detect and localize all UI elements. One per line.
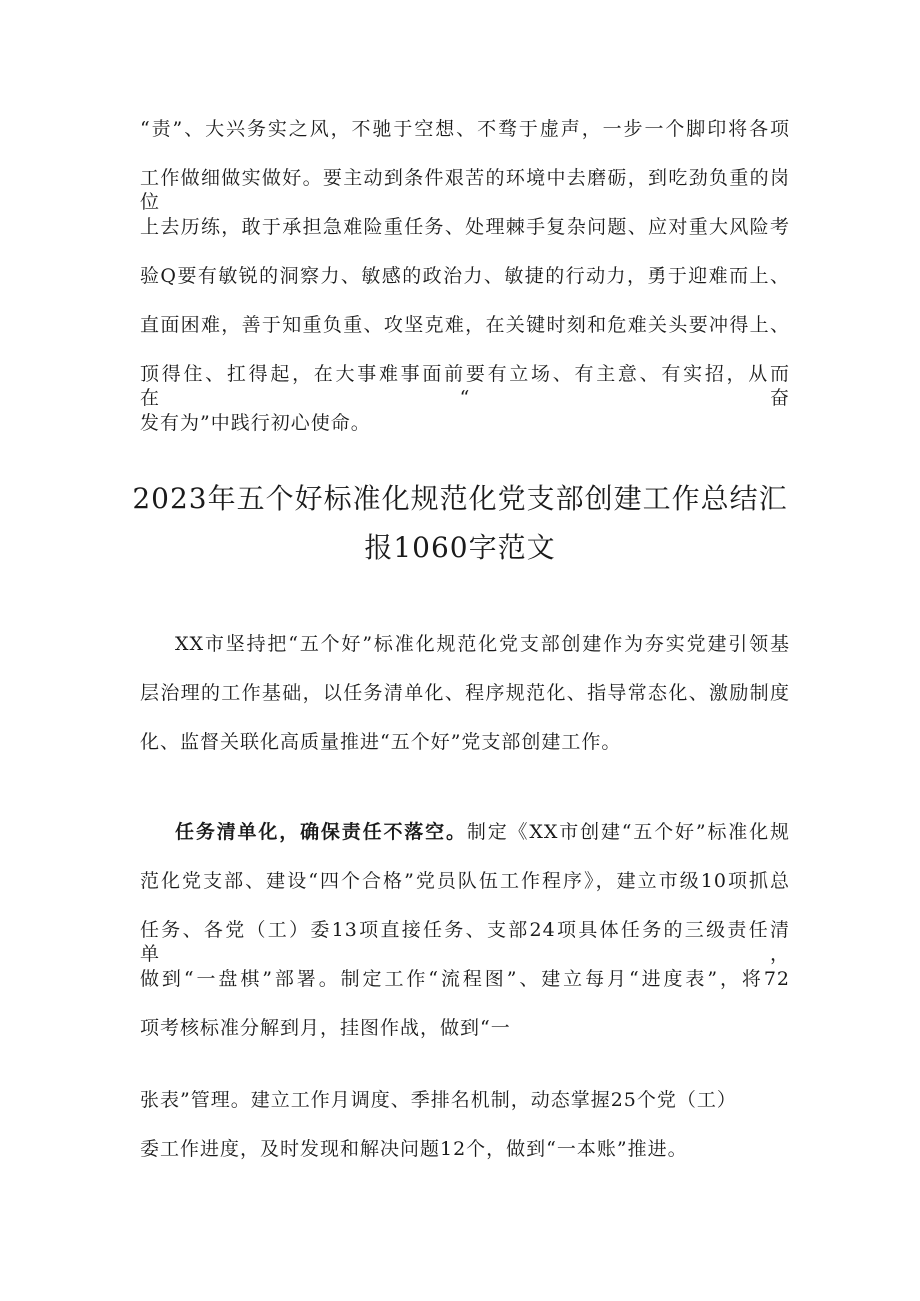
document-title-line-1: 2023年五个好标准化规范化党支部创建工作总结汇 — [132, 482, 788, 515]
para2-line-2: 范化党支部、建设“四个合格”党员队伍工作程序》，建立市级10项抓总 — [140, 870, 790, 892]
intro-line-5: 直面困难，善于知重负重、攻坚克难，在关键时刻和危难关头要冲得上、 — [140, 314, 790, 336]
para1-line-1: XX市坚持把“五个好”标准化规范化党支部创建作为夯实党建引领基 — [175, 633, 790, 655]
para2-line-4: 做到“一盘棋”部署。制定工作“流程图”、建立每月“进度表”，将72 — [140, 968, 790, 990]
para2-line-5: 项考核标准分解到月，挂图作战，做到“一 — [140, 1017, 511, 1039]
document-title-line-2: 报1060字范文 — [364, 531, 556, 564]
intro-line-6: 顶得住、扛得起，在大事难事面前要有立场、有主意、有实招，从而在“奋 — [140, 363, 790, 409]
para2-line-3: 任务、各党（工）委13项直接任务、支部24项具体任务的三级责任清单， — [140, 919, 790, 965]
para3-line-1: 张表”管理。建立工作月调度、季排名机制，动态掌握25个党（工） — [140, 1089, 737, 1111]
para1-line-3: 化、监督关联化高质量推进“五个好”党支部创建工作。 — [140, 731, 622, 753]
intro-line-7: 发有为”中践行初心使命。 — [140, 412, 371, 434]
intro-line-3: 上去历练，敢于承担急难险重任务、处理棘手复杂问题、应对重大风险考 — [140, 216, 790, 238]
para2-line-1-text: 制定《XX市创建“五个好”标准化规 — [466, 821, 790, 843]
intro-line-1: “责”、大兴务实之风，不驰于空想、不骛于虚声，一步一个脚印将各项 — [140, 118, 790, 140]
para2-line-1 — [175, 820, 790, 844]
intro-line-4: 验Q要有敏锐的洞察力、敏感的政治力、敏捷的行动力，勇于迎难而上、 — [140, 265, 790, 287]
intro-line-2: 工作做细做实做好。要主动到条件艰苦的环境中去磨砺，到吃劲负重的岗位 — [140, 167, 790, 213]
para1-line-2: 层治理的工作基础，以任务清单化、程序规范化、指导常态化、激励制度 — [140, 682, 790, 704]
para3-line-2: 委工作进度，及时发现和解决问题12个，做到“一本账”推进。 — [140, 1138, 688, 1160]
para2-lead: 任务清单化，确保责任不落空。 — [175, 821, 467, 843]
